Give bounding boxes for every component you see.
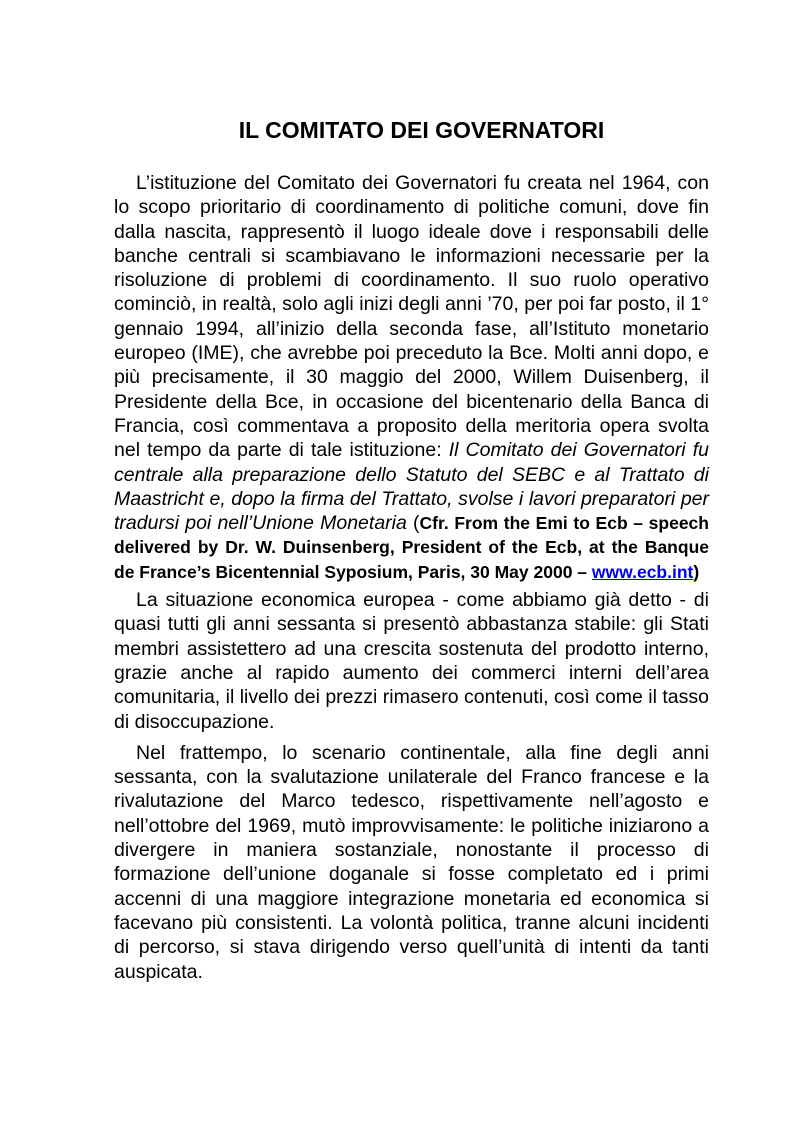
page-title: IL COMITATO DEI GOVERNATORI — [238, 117, 605, 143]
paragraph-3: Nel frattempo, lo scenario continentale, alla fine degli anni sessanta, con la svalutazione unilaterale del Franco francese e la rivalutazione del Marco tedesco, rispettivamente nell’agosto e nell’ottobre del 1969, mutò improvvisamente: le politiche iniziarono a divergere in maniera sostanziale, nonostante il processo di formazione dell’unione doganale si fosse completato ed i primi accenni di una maggiore integrazione monetaria ed economica si facevano più consistenti. La volontà politica, tranne alcuni incidenti di percorso, si stava dirigendo verso quell’unità di intenti da tanti auspicata. — [114, 741, 709, 983]
paragraph-1-text: L’istituzione del Comitato dei Governatori fu creata nel 1964, con lo scopo prioritario di coordinamento di politiche comuni, dove fin dalla nascita, rappresentò il luogo ideale dove i responsabili delle banche centrali si scambiavano le informazioni necessarie per la risoluzione di problemi di coordinamento. Il suo ruolo operativo cominciò, in realtà, solo agli inizi degli anni ’70, per poi far posto, il 1° gennaio 1994, all’inizio della seconda fase, all’Istituto monetario europeo (IME), che avrebbe poi preceduto la Bce. Molti anni dopo, e più precisamente, il 30 maggio del 2000, Willem Duisenberg, il Presidente della Bce, in occasione del bicentenario della Banca di Francia, così commentava a proposito della meritoria opera svolta nel tempo da parte di tale istituzione: — [114, 172, 709, 462]
paragraph-1 — [114, 171, 709, 584]
ecb-link[interactable]: www.ecb.int — [591, 561, 694, 582]
duisenberg-quote: Il Comitato dei Governatori fu centrale alla preparazione dello Statuto del SEBC e al Trattato di Maastricht e, dopo la firma del Trattato, svolse i lavori preparatori per tradursi poi nell’Unione Monetaria — [114, 439, 709, 535]
citation-text: Cfr. From the Emi to Ecb – speech delivered by Dr. W. Duinsenberg, President of the Ecb, at the Banque de France’s Bicentennial Syposium, Paris, 30 May 2000 – — [114, 513, 709, 582]
citation-open: ( — [406, 512, 420, 535]
paragraph-2: La situazione economica europea - come abbiamo già detto - di quasi tutti gli anni sessanta si presentò abbastanza stabile: gli Stati membri assistettero ad una crescita sostenuta del prodotto interno, grazie anche al rapido aumento dei commerci interni dell’area comunitaria, il livello dei prezzi rimasero contenuti, così come il tasso di disoccupazione. — [114, 589, 709, 733]
citation-close: ) — [693, 561, 700, 582]
document-body — [114, 171, 709, 984]
